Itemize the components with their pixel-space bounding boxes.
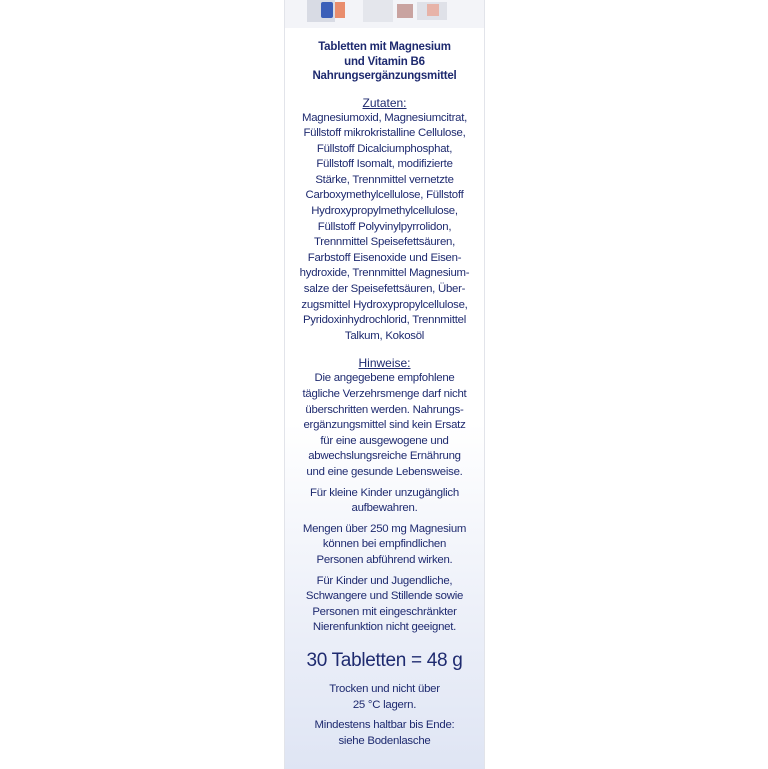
text-line: Mindestens haltbar bis Ende: — [314, 719, 455, 732]
text-line: Magnesiumoxid, Magnesiumcitrat, — [301, 111, 468, 124]
text-line: Stärke, Trennmittel vernetzte — [315, 173, 454, 186]
text-line: Füllstoff Isomalt, modifizierte — [316, 158, 453, 171]
text-line: Schwangere und Stillende sowie — [305, 590, 464, 603]
storage-paragraph — [289, 682, 480, 713]
text-line: abwechslungsreiche Ernährung — [308, 450, 461, 463]
text-line: Die angegebene empfohlene — [314, 372, 455, 385]
text-line: Füllstoff mikrokristalline Cellulose, — [303, 127, 466, 140]
text-line: tägliche Verzehrsmenge darf nicht — [302, 388, 467, 400]
graphic-block — [335, 2, 345, 18]
package-quantity: 30 Tabletten = 48 g — [306, 649, 463, 671]
text-line: Personen abführend wirken. — [316, 553, 453, 566]
text-line: und eine gesunde Lebensweise. — [306, 465, 463, 478]
text-line: salze der Speisefettsäuren, Über- — [303, 283, 466, 296]
text-line: siehe Bodenlasche — [338, 734, 431, 747]
text-line: Hydroxypropylmethylcellulose, — [311, 205, 458, 218]
text-line: Trocken und nicht über — [329, 682, 440, 695]
ingredients-title: Zutaten: — [362, 95, 407, 110]
text-line: Trennmittel Speisefettsäuren, — [313, 236, 456, 249]
text-line: für eine ausgewogene und — [320, 434, 449, 447]
notes-title: Hinweise: — [358, 356, 411, 371]
graphic-block — [363, 0, 393, 22]
text-line: Farbstoff Eisenoxide und Eisen- — [307, 251, 462, 264]
graphic-block — [397, 4, 413, 18]
text-line: Füllstoff Dicalciumphosphat, — [316, 142, 453, 155]
graphic-block — [427, 4, 439, 16]
graphic-block — [321, 2, 333, 18]
text-line: Carboxymethylcellulose, Füllstoff — [305, 189, 464, 202]
notes-paragraph — [289, 522, 480, 569]
text-line: zugsmittel Hydroxypropylcellulose, — [301, 298, 468, 311]
text-line: Für Kinder und Jugendliche, — [316, 574, 453, 587]
header-line: und Vitamin B6 — [344, 55, 425, 68]
text-line: Mengen über 250 mg Magnesium — [302, 522, 467, 535]
text-line: hydroxide, Trennmittel Magnesium- — [299, 267, 470, 280]
storage-paragraph — [289, 718, 480, 749]
text-line: überschritten werden. Nahrungs- — [305, 403, 464, 416]
package-top-graphic — [285, 0, 484, 28]
text-line: ergänzungsmittel sind kein Ersatz — [303, 419, 466, 432]
text-line: Personen mit eingeschränkter — [312, 605, 457, 618]
notes-paragraph — [289, 574, 480, 636]
package-text — [285, 40, 484, 749]
text-line: Pyridoxinhydrochlorid, Trennmittel — [302, 314, 467, 327]
header-line: Nahrungsergänzungsmittel — [312, 70, 457, 82]
text-line: aufbewahren. — [351, 502, 418, 515]
text-line: Talkum, Kokosöl — [344, 329, 425, 342]
notes-paragraph — [289, 371, 480, 480]
header-line: Tabletten mit Magnesium — [318, 41, 451, 53]
text-line: Für kleine Kinder unzugänglich — [310, 486, 459, 499]
ingredients-text — [289, 111, 480, 345]
text-line: Nierenfunktion nicht geeignet. — [312, 621, 457, 634]
notes-paragraph — [289, 486, 480, 517]
text-line: 25 °C lagern. — [352, 698, 417, 711]
package-side-panel — [284, 0, 485, 769]
text-line: Füllstoff Polyvinylpyrrolidon, — [317, 220, 452, 233]
text-line: können bei empfindlichen — [322, 538, 447, 551]
product-header — [285, 40, 484, 84]
